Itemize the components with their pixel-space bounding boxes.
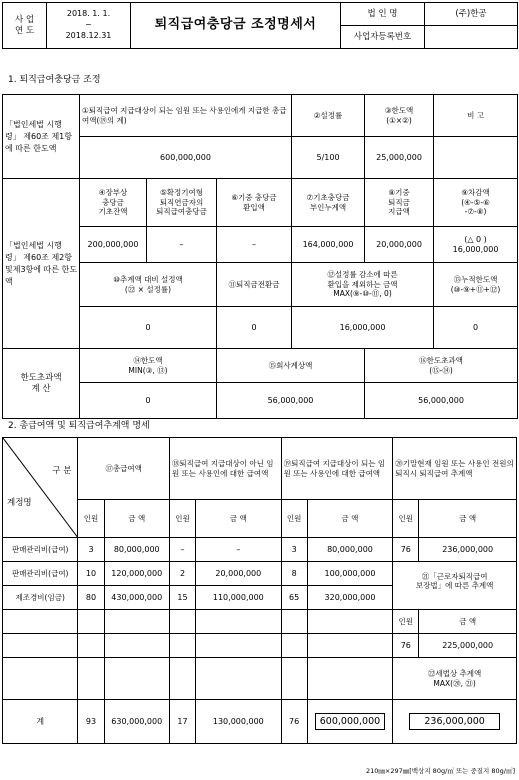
opening-balance-header: ④장부상 충당금 기초잔액: [80, 179, 147, 227]
remark-value: [434, 137, 518, 179]
corner-header: [3, 438, 78, 538]
col18-amount: 110,000,000: [196, 586, 282, 610]
section2-heading: 2. 총급여액 및 퇴직급여추계액 명세: [8, 421, 150, 431]
paid-value: 20,000,000: [365, 227, 434, 263]
col19-amount: 100,000,000: [307, 562, 393, 586]
col18-amount-header: 금 액: [196, 500, 282, 538]
col17-people-header: 인원: [78, 500, 104, 538]
dc-pension-value: –: [147, 227, 217, 263]
reg-number-value: [425, 26, 518, 49]
corp-name-value: (주)한공: [425, 3, 518, 26]
corner-diagonal: [3, 438, 77, 537]
col21-header: ㉑「근로자퇴직급여 보장법」에 따른 추계액: [393, 562, 517, 610]
total-col18-amount: 130,000,000: [196, 700, 282, 744]
table-row: [3, 562, 517, 586]
period-range: [47, 3, 131, 49]
col20-people: 76: [393, 538, 419, 562]
section1-heading: 1. 퇴직급여충당금 조정: [8, 75, 101, 85]
col19-people: 3: [281, 538, 307, 562]
col22-header: ㉒세법상 추계액 MAX(⑳, ㉑): [393, 658, 517, 700]
estimate-setting-header: ⑩추계액 대비 설정액 (㉒ × 설정률): [80, 263, 217, 307]
block3-label: 한도초과액 계 산: [3, 349, 80, 419]
reg-number-label: 사업자등록번호: [341, 26, 425, 49]
opening-balance-value: 200,000,000: [80, 227, 147, 263]
rate-header: ②설정률: [292, 95, 365, 137]
corp-name-label: 법 인 명: [341, 3, 425, 26]
paper-spec-footer: 210㎜×297㎜[백상지 80g/㎡ 또는 중질지 80g/㎡]: [365, 767, 515, 775]
reversal-value: –: [217, 227, 292, 263]
company-amount-header: ⑮회사계상액: [217, 349, 365, 383]
net-value: [434, 227, 518, 263]
reversal-header: ⑥기중 충당금 환입액: [217, 179, 292, 227]
allowance-adjustment-table: [2, 94, 518, 419]
col18-header: ⑱퇴직급여 지급대상이 아닌 임원 또는 사용인에 대한 급여액: [169, 438, 281, 500]
total-col17-amount: 630,000,000: [104, 700, 169, 744]
remark-header: 비 고: [434, 95, 518, 137]
col21-amount-header: 금 액: [419, 610, 517, 634]
limit-amount-value: 0: [80, 383, 217, 419]
col20-amount: 236,000,000: [419, 538, 517, 562]
col21-amount: 225,000,000: [419, 634, 517, 658]
conversion-header: ⑪퇴직금전환금: [217, 263, 292, 307]
col17-people: 3: [78, 538, 104, 562]
paid-header: ⑧기중 퇴직금 지급액: [365, 179, 434, 227]
total-row: [3, 700, 517, 744]
block1-label: 「법인세법 시행령」 제60조 제1항에 따른 한도액: [3, 95, 80, 179]
excluded-amount-value: 16,000,000: [292, 307, 434, 349]
col19-amount: 80,000,000: [307, 538, 393, 562]
excess-header: ⑯한도초과액 (⑮-⑭): [365, 349, 518, 383]
col17-people: 10: [78, 562, 104, 586]
total-col18-people: 17: [169, 700, 195, 744]
col17-amount: 430,000,000: [104, 586, 169, 610]
net-value-negative: (△ 0 ): [464, 234, 487, 244]
rate-value: 5/100: [292, 137, 365, 179]
excluded-amount-header: ⑫설정률 감소에 따른 환입을 제외하는 금액 MAX(⑨-⑩-⑪, 0): [292, 263, 434, 307]
period-tilde: ~: [85, 20, 92, 30]
col20-amount-header: 금 액: [419, 500, 517, 538]
col21-people-header: 인원: [393, 610, 419, 634]
total-col19-amount: 600,000,000: [315, 713, 385, 731]
table-row: [3, 538, 517, 562]
col18-amount: 20,000,000: [196, 562, 282, 586]
limit-amount-header: ⑭한도액 MIN(③, ⑬): [80, 349, 217, 383]
col19-people: 8: [281, 562, 307, 586]
dc-pension-header: ⑤확정기여형 퇴직연금자의 퇴직급여충당금: [147, 179, 217, 227]
period-from: 2018. 1. 1.: [66, 9, 111, 19]
cumulative-limit-header: ⑬누적한도액 (⑩-⑨+⑪+⑫): [434, 263, 518, 307]
col17-people: 80: [78, 586, 104, 610]
col17-amount: 120,000,000: [104, 562, 169, 586]
col18-people: 2: [169, 562, 195, 586]
col20-header: ⑳기말현재 임원 또는 사용인 전원의 퇴직시 퇴직급여 추계액: [393, 438, 517, 500]
corner-top-label: 구 분: [52, 466, 72, 476]
col19-people-header: 인원: [281, 500, 307, 538]
estimate-setting-value: 0: [80, 307, 217, 349]
account-name: 판매관리비(급여): [3, 562, 78, 586]
col20-people-header: 인원: [393, 500, 419, 538]
col18-amount: –: [196, 538, 282, 562]
total-salary-header: ①퇴직급여 지급대상이 되는 임원 또는 사용인에게 지급한 총급여액(⑲의 계): [80, 95, 292, 137]
excess-value: 56,000,000: [365, 383, 518, 419]
total-salary-value: 600,000,000: [80, 137, 292, 179]
form-title: 퇴직급여충당금 조정명세서: [131, 3, 341, 49]
limit-value: 25,000,000: [365, 137, 434, 179]
total-label: 계: [3, 700, 78, 744]
block2-label: 「법인세법 시행령」 제60조 제2항및제3항에 따른 한도액: [3, 179, 80, 349]
total-col17-people: 93: [78, 700, 104, 744]
col21-people: 76: [393, 634, 419, 658]
form-header: [2, 2, 518, 49]
col19-people: 65: [281, 586, 307, 610]
disallowed-value: 164,000,000: [292, 227, 365, 263]
col19-amount-header: 금 액: [307, 500, 393, 538]
total-col19-people: 76: [281, 700, 307, 744]
col19-amount: 320,000,000: [307, 586, 393, 610]
col19-header: ⑲퇴직급여 지급대상이 되는 임원 또는 사용인에 대한 급여액: [281, 438, 393, 500]
col17-amount-header: 금 액: [104, 500, 169, 538]
col17-amount: 80,000,000: [104, 538, 169, 562]
company-amount-value: 56,000,000: [217, 383, 365, 419]
period-to: 2018.12.31: [65, 30, 112, 40]
net-header: ⑨차감액 (④-⑤-⑥ -⑦-⑧): [434, 179, 518, 227]
period-label: 사 업 연 도: [3, 3, 47, 49]
cumulative-limit-value: 0: [434, 307, 518, 349]
conversion-value: 0: [217, 307, 292, 349]
limit-header: ③한도액 (①×②): [365, 95, 434, 137]
account-name: 제조경비(임금): [3, 586, 78, 610]
total-col22-amount: 236,000,000: [409, 713, 499, 731]
account-name: 판매관리비(급여): [3, 538, 78, 562]
net-value-amount: 16,000,000: [452, 244, 499, 254]
col18-people-header: 인원: [169, 500, 195, 538]
salary-detail-table: [2, 437, 517, 744]
col17-header: ⑰총급여액: [78, 438, 170, 500]
disallowed-header: ⑦기초충당금 부인누계액: [292, 179, 365, 227]
col18-people: 15: [169, 586, 195, 610]
corner-bottom-label: 계정명: [7, 498, 32, 509]
col18-people: –: [169, 538, 195, 562]
